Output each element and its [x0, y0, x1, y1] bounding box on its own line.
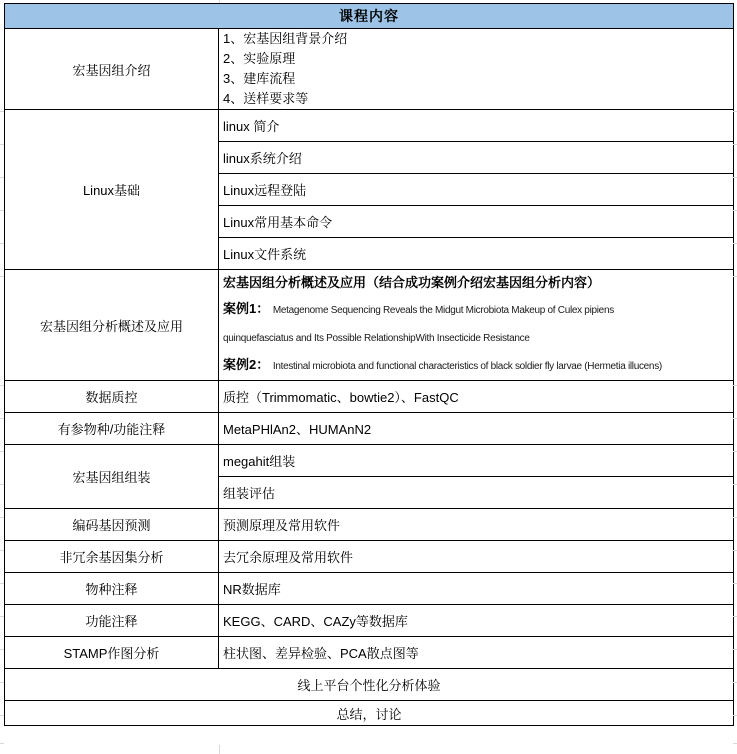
gridline-artifact — [0, 451, 4, 452]
case-2-text: Intestinal microbiota and functional characteristics of black soldier fly larvae (Hermetia illucens) — [272, 361, 662, 372]
content-cell-metagenome-intro — [219, 29, 734, 110]
gridline-artifact — [0, 243, 4, 244]
topic-cell-metagenome-intro: 宏基因组介绍 — [5, 29, 219, 110]
table-row — [5, 29, 734, 110]
content-line: 3、建库流程 — [223, 71, 296, 86]
gridline-artifact — [733, 210, 737, 211]
content-cell-overview-application — [219, 270, 734, 381]
case-1-line-1 — [223, 296, 729, 324]
gridline-artifact — [0, 177, 4, 178]
gridline-artifact — [0, 111, 4, 112]
content-line: 4、送样要求等 — [223, 91, 309, 106]
table-row — [5, 669, 734, 701]
case-1-text-continued: quinquefasciatus and Its Possible RelationshipWith Insecticide Resistance — [223, 333, 530, 344]
gridline-artifact — [0, 616, 4, 617]
table-title: 课程内容 — [5, 4, 734, 29]
case-1-line-2 — [223, 324, 729, 352]
topic-cell-gene-prediction: 编码基因预测 — [5, 509, 219, 541]
content-line: 1、宏基因组背景介绍 — [223, 31, 348, 46]
content-cell-megahit-assembly: megahit组装 — [219, 445, 734, 477]
course-content-table — [4, 3, 734, 726]
merged-row-summary-discussion: 总结，讨论 — [5, 701, 734, 726]
topic-cell-function-annotation: 功能注释 — [5, 605, 219, 637]
gridline-artifact — [733, 743, 737, 744]
gridline-artifact — [733, 451, 737, 452]
topic-cell-ref-annotation: 有参物种/功能注释 — [5, 413, 219, 445]
gridline-artifact — [733, 616, 737, 617]
table-row — [5, 541, 734, 573]
table-row — [5, 701, 734, 726]
case-1-text: Metagenome Sequencing Reveals the Midgut Microbiota Makeup of Culex pipiens — [272, 305, 614, 316]
gridline-artifact — [733, 517, 737, 518]
content-cell-linux-remote-login: Linux远程登陆 — [219, 174, 734, 206]
merged-row-online-platform: 线上平台个性化分析体验 — [5, 669, 734, 701]
gridline-artifact — [733, 649, 737, 650]
content-cell-linux-intro: linux 简介 — [219, 110, 734, 142]
content-cell-linux-commands: Linux常用基本命令 — [219, 206, 734, 238]
gridline-artifact — [733, 144, 737, 145]
gridline-artifact — [0, 144, 4, 145]
gridline-artifact — [219, 0, 220, 3]
content-cell-ref-annotation: MetaPHlAn2、HUMAnN2 — [219, 413, 734, 445]
content-cell-assembly-evaluation: 组装评估 — [219, 477, 734, 509]
gridline-artifact — [0, 583, 4, 584]
gridline-artifact — [0, 517, 4, 518]
gridline-artifact — [733, 715, 737, 716]
case-1-label: 案例1： — [223, 301, 270, 316]
topic-cell-stamp-plotting: STAMP作图分析 — [5, 637, 219, 669]
gridline-artifact — [0, 649, 4, 650]
table-header-row — [5, 4, 734, 29]
gridline-artifact — [733, 111, 737, 112]
table-row — [5, 637, 734, 669]
gridline-artifact — [219, 745, 220, 754]
case-2-line — [223, 352, 729, 380]
topic-cell-taxonomy-annotation: 物种注释 — [5, 573, 219, 605]
topic-cell-assembly: 宏基因组组装 — [5, 445, 219, 509]
content-cell-nonredundant-geneset: 去冗余原理及常用软件 — [219, 541, 734, 573]
topic-cell-linux-basics: Linux基础 — [5, 110, 219, 270]
topic-cell-data-qc: 数据质控 — [5, 381, 219, 413]
overview-headline: 宏基因组分析概述及应用（结合成功案例介绍宏基因组分析内容） — [223, 275, 601, 290]
table-row — [5, 110, 734, 142]
gridline-artifact — [0, 550, 4, 551]
topic-cell-nonredundant-geneset: 非冗余基因集分析 — [5, 541, 219, 573]
gridline-artifact — [733, 177, 737, 178]
gridline-artifact — [0, 715, 4, 716]
gridline-artifact — [0, 210, 4, 211]
table-row — [5, 573, 734, 605]
gridline-artifact — [0, 418, 4, 419]
table-row — [5, 381, 734, 413]
content-cell-function-annotation: KEGG、CARD、CAZy等数据库 — [219, 605, 734, 637]
content-cell-gene-prediction: 预测原理及常用软件 — [219, 509, 734, 541]
content-cell-linux-filesystem: Linux文件系统 — [219, 238, 734, 270]
gridline-artifact — [733, 583, 737, 584]
table-row — [5, 605, 734, 637]
gridline-artifact — [733, 550, 737, 551]
table-row — [5, 509, 734, 541]
topic-cell-overview-application: 宏基因组分析概述及应用 — [5, 270, 219, 381]
gridline-artifact — [733, 243, 737, 244]
gridline-artifact — [733, 682, 737, 683]
content-cell-data-qc: 质控（Trimmomatic、bowtie2）、FastQC — [219, 381, 734, 413]
gridline-artifact — [0, 484, 4, 485]
content-cell-stamp-plotting: 柱状图、差异检验、PCA散点图等 — [219, 637, 734, 669]
gridline-artifact — [0, 276, 4, 277]
content-line: 2、实验原理 — [223, 51, 296, 66]
table-row — [5, 270, 734, 381]
gridline-artifact — [733, 484, 737, 485]
content-cell-taxonomy-annotation: NR数据库 — [219, 573, 734, 605]
table-row — [5, 445, 734, 477]
gridline-artifact — [733, 385, 737, 386]
gridline-artifact — [733, 276, 737, 277]
table-row — [5, 413, 734, 445]
case-2-label: 案例2： — [223, 357, 270, 372]
gridline-artifact — [0, 682, 4, 683]
gridline-artifact — [0, 385, 4, 386]
content-cell-linux-system: linux系统介绍 — [219, 142, 734, 174]
gridline-artifact — [733, 418, 737, 419]
gridline-artifact — [0, 743, 4, 744]
